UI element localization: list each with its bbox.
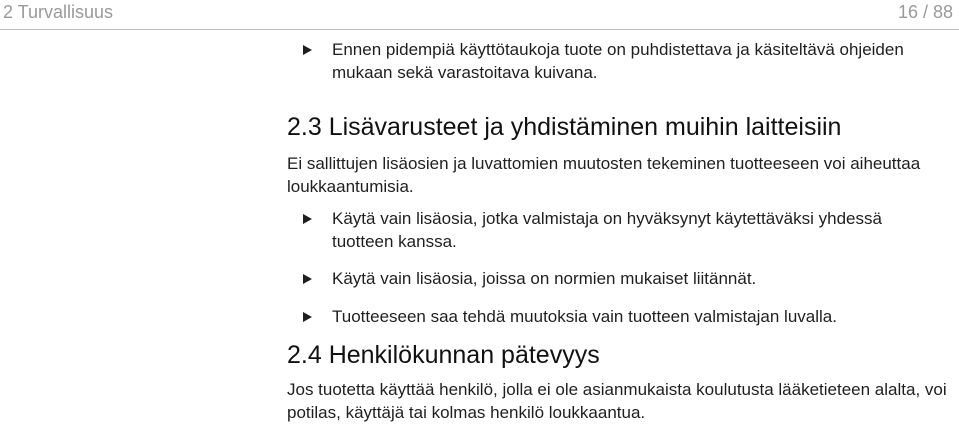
chapter-title: 2 Turvallisuus bbox=[3, 2, 114, 22]
bullet-text: Ennen pidempiä käyttötaukoja tuote on puhdistettava ja käsiteltävä ohjeiden mukaan sekä varastoitava kuivana. bbox=[332, 40, 904, 82]
document-body bbox=[287, 38, 947, 424]
bullet-text: Käytä vain lisäosia, joissa on normien mukaiset liitännät. bbox=[332, 269, 757, 288]
bullet-item-modifications bbox=[287, 305, 947, 328]
bullet-text: Tuotteeseen saa tehdä muutoksia vain tuotteen valmistajan luvalla. bbox=[332, 307, 837, 326]
bullet-triangle-icon bbox=[303, 45, 312, 55]
page-header bbox=[0, 0, 959, 30]
bullet-text: Käytä vain lisäosia, jotka valmistaja on hyväksynyt käytettäväksi yhdessä tuotteen kanssa. bbox=[332, 209, 882, 251]
bullet-item-approved-accessories bbox=[287, 207, 947, 253]
bullet-triangle-icon bbox=[303, 312, 312, 322]
section-intro-accessories: Ei sallittujen lisäosien ja luvattomien muutosten tekeminen tuotteeseen voi aiheuttaa loukkaantumisia. bbox=[287, 154, 921, 196]
bullet-triangle-icon bbox=[303, 274, 312, 284]
bullet-item-standard-connections bbox=[287, 267, 947, 290]
bullet-triangle-icon bbox=[303, 214, 312, 224]
page-number: 16 / 88 bbox=[897, 2, 953, 22]
section-heading-personnel: 2.4 Henkilökunnan pätevyys bbox=[287, 341, 600, 369]
section-heading-accessories: 2.3 Lisävarusteet ja yhdistäminen muihin laitteisiin bbox=[287, 113, 842, 141]
section-text-personnel: Jos tuotetta käyttää henkilö, jolla ei ole asianmukaista koulutusta lääketieteen alalta, voi potilas, käyttäjä tai kolmas henkilö loukkaantua. bbox=[287, 380, 947, 422]
bullet-item-storage bbox=[287, 38, 947, 84]
